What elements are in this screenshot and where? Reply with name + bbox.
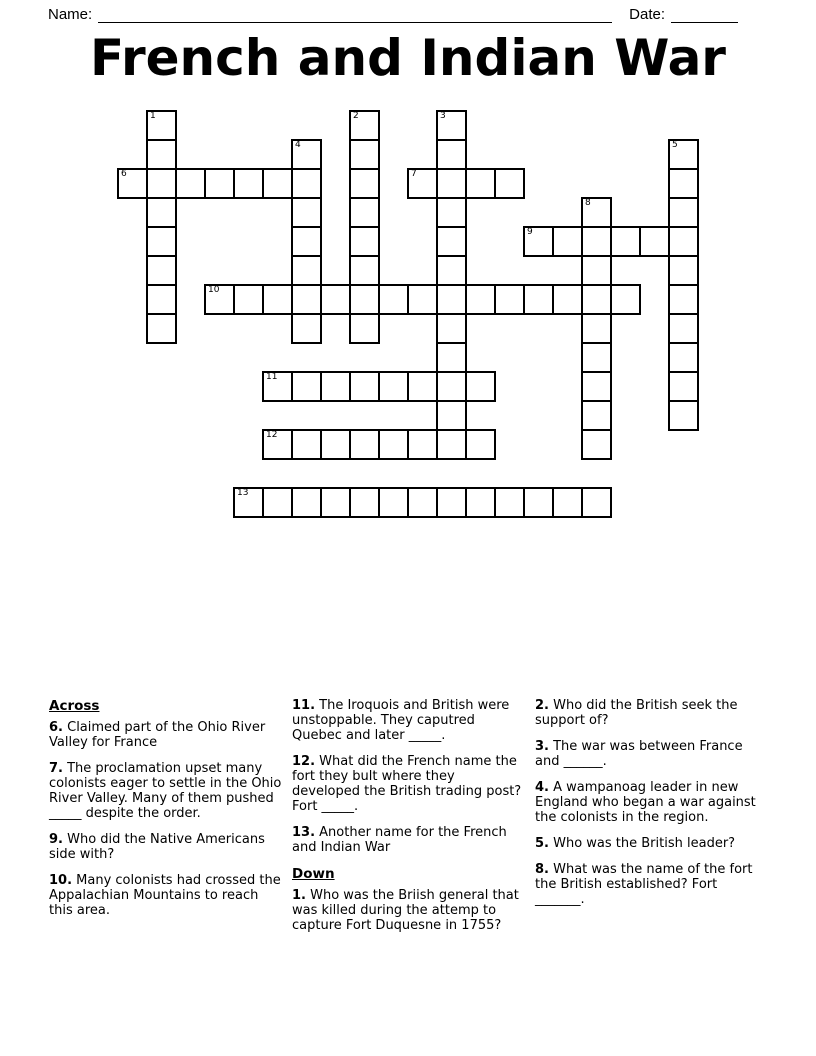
grid-cell — [320, 487, 351, 518]
clue-number: 8. — [535, 862, 549, 877]
clue-across-13: 13. Another name for the French and Indian War — [292, 825, 507, 855]
grid-cell — [291, 197, 322, 228]
grid-cell-number: 11 — [266, 372, 278, 382]
grid-cell — [262, 371, 293, 402]
grid-cell — [668, 400, 699, 431]
grid-cell — [668, 342, 699, 373]
grid-cell — [436, 284, 467, 315]
clues-section — [49, 698, 768, 944]
grid-cell — [668, 284, 699, 315]
clue-number: 7. — [49, 761, 63, 776]
grid-cell — [668, 371, 699, 402]
grid-cell — [407, 371, 438, 402]
grid-cell — [581, 255, 612, 286]
clue-number: 2. — [535, 698, 549, 713]
grid-cell — [581, 342, 612, 373]
clue-down-5: 5. Who was the British leader? — [535, 836, 736, 851]
grid-cell — [291, 371, 322, 402]
grid-cell — [349, 255, 380, 286]
grid-cell — [523, 226, 554, 257]
clue-column-3 — [535, 698, 768, 944]
page-title: French and Indian War — [90, 29, 726, 87]
grid-cell — [320, 371, 351, 402]
clue-number: 12. — [292, 754, 316, 769]
grid-cell — [407, 168, 438, 199]
grid-cell — [436, 110, 467, 141]
across-heading: Across — [49, 698, 100, 714]
grid-cell — [262, 429, 293, 460]
grid-cell — [436, 255, 467, 286]
clue-across-10: 10. Many colonists had crossed the Appalachian Mountains to reach this area. — [49, 873, 281, 918]
clue-down-8: 8. What was the name of the fort the British established? Fort _______. — [535, 862, 753, 907]
grid-cell — [436, 342, 467, 373]
grid-cell — [581, 400, 612, 431]
grid-cell-number: 13 — [237, 488, 249, 498]
grid-cell — [117, 168, 148, 199]
grid-cell-number: 8 — [585, 198, 591, 208]
grid-cell — [610, 226, 641, 257]
grid-cell — [668, 168, 699, 199]
grid-cell — [262, 284, 293, 315]
grid-cell-number: 5 — [672, 140, 678, 150]
grid-cell — [233, 168, 264, 199]
clue-number: 11. — [292, 698, 316, 713]
clue-number: 4. — [535, 780, 549, 795]
grid-cell — [668, 139, 699, 170]
grid-cell — [465, 371, 496, 402]
grid-cell — [465, 168, 496, 199]
grid-cell — [668, 313, 699, 344]
grid-cell — [349, 487, 380, 518]
grid-cell — [436, 226, 467, 257]
clue-number: 5. — [535, 836, 549, 851]
grid-cell — [436, 197, 467, 228]
grid-cell — [668, 255, 699, 286]
grid-cell — [407, 284, 438, 315]
grid-cell — [378, 284, 409, 315]
grid-cell — [349, 284, 380, 315]
clue-column-2 — [292, 698, 525, 944]
grid-cell — [378, 429, 409, 460]
clue-across-7: 7. The proclamation upset many colonists eager to settle in the Ohio River Valley. Many of them pushed _____ despite the order. — [49, 761, 282, 821]
grid-cell-number: 7 — [411, 169, 417, 179]
grid-cell — [378, 487, 409, 518]
grid-cell — [581, 487, 612, 518]
grid-cell — [436, 371, 467, 402]
grid-cell — [494, 487, 525, 518]
name-label: Name: — [48, 6, 93, 23]
down-heading: Down — [292, 866, 335, 882]
grid-cell — [581, 226, 612, 257]
grid-cell — [581, 429, 612, 460]
clue-across-6: 6. Claimed part of the Ohio River Valley for France — [49, 720, 266, 750]
grid-cell — [494, 168, 525, 199]
grid-cell-number: 10 — [208, 285, 220, 295]
grid-cell-number: 2 — [353, 111, 359, 121]
grid-cell — [175, 168, 206, 199]
clue-across-9: 9. Who did the Native Americans side with? — [49, 832, 265, 862]
grid-cell — [407, 487, 438, 518]
grid-cell-number: 9 — [527, 227, 533, 237]
grid-cell — [291, 487, 322, 518]
grid-cell — [349, 110, 380, 141]
grid-cell — [436, 400, 467, 431]
grid-cell — [436, 139, 467, 170]
grid-cell — [291, 226, 322, 257]
grid-cell — [262, 487, 293, 518]
clue-across-11: 11. The Iroquois and British were unstoppable. They caputred Quebec and later _____. — [292, 698, 510, 743]
grid-cell — [204, 168, 235, 199]
grid-cell — [581, 313, 612, 344]
grid-cell — [349, 226, 380, 257]
grid-cell — [349, 197, 380, 228]
grid-cell — [523, 284, 554, 315]
grid-cell — [378, 371, 409, 402]
grid-cell — [552, 487, 583, 518]
clue-column-1 — [49, 698, 282, 944]
grid-cell — [523, 487, 554, 518]
grid-cell — [494, 284, 525, 315]
grid-cell — [436, 168, 467, 199]
grid-cell — [436, 313, 467, 344]
grid-cell — [146, 226, 177, 257]
grid-cell — [349, 371, 380, 402]
grid-cell — [668, 197, 699, 228]
grid-cell-number: 6 — [121, 169, 127, 179]
grid-cell-number: 3 — [440, 111, 446, 121]
grid-cell — [581, 284, 612, 315]
grid-cell — [436, 487, 467, 518]
grid-cell — [349, 168, 380, 199]
grid-cell — [146, 110, 177, 141]
clue-down-1: 1. Who was the Briish general that was killed during the attemp to capture Fort Duquesne in 1755? — [292, 888, 519, 933]
grid-cell — [349, 313, 380, 344]
grid-cell — [291, 255, 322, 286]
clue-number: 10. — [49, 873, 73, 888]
grid-cell — [291, 429, 322, 460]
grid-cell — [291, 313, 322, 344]
clue-number: 3. — [535, 739, 549, 754]
grid-cell — [320, 429, 351, 460]
clue-down-4: 4. A wampanoag leader in new England who began a war against the colonists in the region. — [535, 780, 756, 825]
clue-number: 9. — [49, 832, 63, 847]
grid-cell — [233, 487, 264, 518]
clue-down-2: 2. Who did the British seek the support of? — [535, 698, 738, 728]
grid-cell — [581, 371, 612, 402]
grid-cell — [146, 139, 177, 170]
grid-cell — [349, 139, 380, 170]
grid-cell — [320, 284, 351, 315]
grid-cell-number: 12 — [266, 430, 278, 440]
grid-cell — [581, 197, 612, 228]
grid-cell — [291, 168, 322, 199]
grid-cell — [146, 197, 177, 228]
grid-cell-number: 4 — [295, 140, 301, 150]
grid-cell — [552, 226, 583, 257]
grid-cell — [639, 226, 670, 257]
grid-cell — [146, 255, 177, 286]
grid-cell — [291, 139, 322, 170]
grid-cell — [262, 168, 293, 199]
grid-cell — [146, 313, 177, 344]
grid-cell — [465, 487, 496, 518]
grid-cell — [349, 429, 380, 460]
grid-cell — [233, 284, 264, 315]
clue-number: 13. — [292, 825, 316, 840]
clue-down-3: 3. The war was between France and ______. — [535, 739, 743, 769]
grid-cell — [668, 226, 699, 257]
grid-cell — [407, 429, 438, 460]
grid-cell — [465, 284, 496, 315]
clue-across-12: 12. What did the French name the fort they bult where they developed the British trading post? Fort _____. — [292, 754, 522, 814]
grid-cell — [552, 284, 583, 315]
clue-number: 1. — [292, 888, 306, 903]
grid-cell — [610, 284, 641, 315]
clue-number: 6. — [49, 720, 63, 735]
grid-cell — [436, 429, 467, 460]
grid-cell — [204, 284, 235, 315]
grid-cell — [291, 284, 322, 315]
grid-cell — [146, 284, 177, 315]
grid-cell — [465, 429, 496, 460]
grid-cell — [146, 168, 177, 199]
grid-cell-number: 1 — [150, 111, 156, 121]
date-label: Date: — [629, 6, 665, 23]
